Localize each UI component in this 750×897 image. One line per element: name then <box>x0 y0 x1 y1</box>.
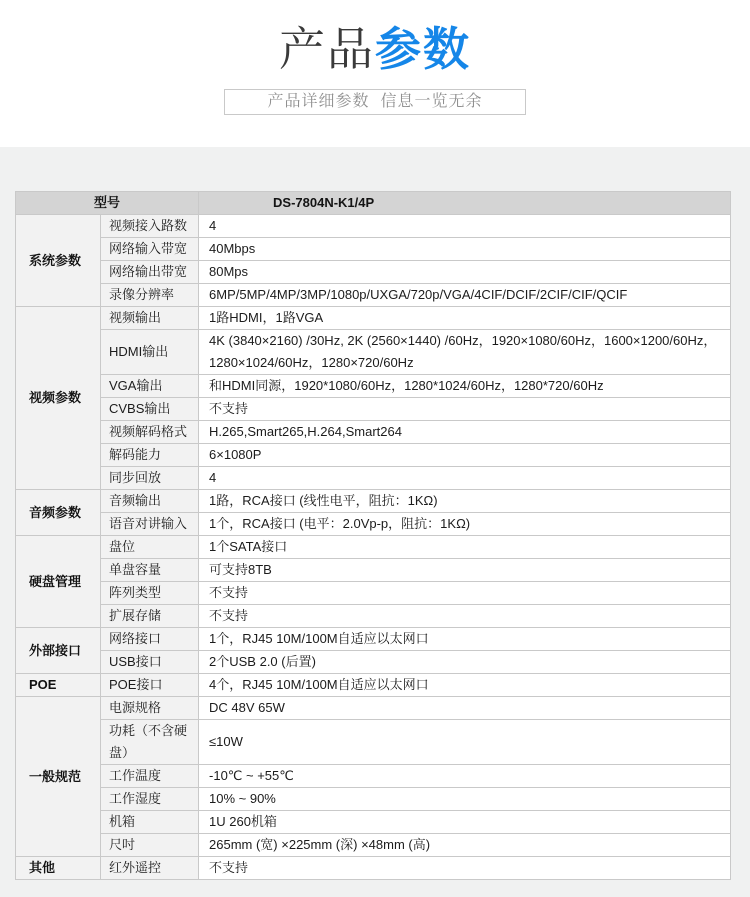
spec-row <box>16 697 731 720</box>
spec-label-cell: 音频输出 <box>101 490 199 513</box>
category-cell: 一般规范 <box>16 697 101 857</box>
spec-label-cell: 解码能力 <box>101 444 199 467</box>
spec-row <box>16 559 731 582</box>
spec-label-cell: 语音对讲输入 <box>101 513 199 536</box>
spec-label-cell: 单盘容量 <box>101 559 199 582</box>
spec-row <box>16 720 731 765</box>
category-cell: 硬盘管理 <box>16 536 101 628</box>
spec-label-cell: 工作温度 <box>101 765 199 788</box>
spec-row <box>16 330 731 375</box>
category-cell: 系统参数 <box>16 215 101 307</box>
spec-label-cell: 尺吋 <box>101 834 199 857</box>
spec-value-cell: 1个，RJ45 10M/100M自适应以太网口 <box>199 628 731 651</box>
spec-value-cell: 1个，RCA接口 (电平：2.0Vp-p，阻抗：1KΩ) <box>199 513 731 536</box>
spec-row <box>16 605 731 628</box>
spec-value-cell: 10% ~ 90% <box>199 788 731 811</box>
spec-row <box>16 238 731 261</box>
spec-label-cell: 盘位 <box>101 536 199 559</box>
spec-row <box>16 421 731 444</box>
page-title-black: 产品 <box>279 23 375 75</box>
spec-row <box>16 444 731 467</box>
spec-value-cell: 6×1080P <box>199 444 731 467</box>
spec-value-cell: 4 <box>199 215 731 238</box>
spec-row <box>16 811 731 834</box>
spec-value-cell: 80Mps <box>199 261 731 284</box>
spec-value-cell: 1路HDMI，1路VGA <box>199 307 731 330</box>
spec-row <box>16 674 731 697</box>
spec-label-cell: 同步回放 <box>101 467 199 490</box>
spec-row <box>16 261 731 284</box>
spec-row <box>16 582 731 605</box>
category-cell: 外部接口 <box>16 628 101 674</box>
spec-value-cell: DC 48V 65W <box>199 697 731 720</box>
spec-row <box>16 284 731 307</box>
spec-row <box>16 467 731 490</box>
spec-label-cell: 红外遥控 <box>101 857 199 880</box>
spec-value-cell: -10℃ ~ +55℃ <box>199 765 731 788</box>
spec-row <box>16 651 731 674</box>
spec-row <box>16 857 731 880</box>
spec-row <box>16 834 731 857</box>
category-cell: POE <box>16 674 101 697</box>
spec-label-cell: 工作湿度 <box>101 788 199 811</box>
spec-label-cell: HDMI输出 <box>101 330 199 375</box>
table-header-row <box>16 192 731 215</box>
spec-value-cell: 1路，RCA接口 (线性电平，阻抗：1KΩ) <box>199 490 731 513</box>
spec-label-cell: 视频输出 <box>101 307 199 330</box>
spec-table <box>15 191 731 880</box>
spec-row <box>16 788 731 811</box>
spec-label-cell: 机箱 <box>101 811 199 834</box>
spec-value-cell: 1U 260机箱 <box>199 811 731 834</box>
spec-row <box>16 375 731 398</box>
spec-value-cell: 不支持 <box>199 605 731 628</box>
spec-row <box>16 398 731 421</box>
spec-value-cell: 不支持 <box>199 398 731 421</box>
page-title-accent: 参数 <box>375 23 471 75</box>
spec-label-cell: 功耗（不含硬盘） <box>101 720 199 765</box>
spec-label-cell: 视频接入路数 <box>101 215 199 238</box>
spec-label-cell: 网络输入带宽 <box>101 238 199 261</box>
spec-value-cell: 4 <box>199 467 731 490</box>
spec-label-cell: USB接口 <box>101 651 199 674</box>
title-section <box>0 0 750 147</box>
category-cell: 视频参数 <box>16 307 101 490</box>
spec-row <box>16 536 731 559</box>
spec-value-cell: 不支持 <box>199 857 731 880</box>
spec-value-cell: H.265,Smart265,H.264,Smart264 <box>199 421 731 444</box>
spec-section <box>0 147 750 897</box>
spec-row <box>16 513 731 536</box>
category-cell: 音频参数 <box>16 490 101 536</box>
spec-label-cell: 网络输出带宽 <box>101 261 199 284</box>
spec-value-cell: 40Mbps <box>199 238 731 261</box>
spec-value-cell: 265mm (宽) ×225mm (深) ×48mm (高) <box>199 834 731 857</box>
spec-value-cell: 和HDMI同源，1920*1080/60Hz，1280*1024/60Hz，1280*720/60Hz <box>199 375 731 398</box>
spec-label-cell: POE接口 <box>101 674 199 697</box>
spec-value-cell: 不支持 <box>199 582 731 605</box>
page-title <box>0 0 750 73</box>
spec-value-cell: 4K (3840×2160) /30Hz, 2K (2560×1440) /60Hz，1920×1080/60Hz，1600×1200/60Hz，1280×1024/60Hz，1280×720/60Hz <box>199 330 731 375</box>
spec-label-cell: VGA输出 <box>101 375 199 398</box>
spec-row <box>16 307 731 330</box>
spec-row <box>16 628 731 651</box>
model-value-cell: DS-7804N-K1/4P <box>199 192 731 215</box>
spec-label-cell: 网络接口 <box>101 628 199 651</box>
spec-row <box>16 765 731 788</box>
category-cell: 其他 <box>16 857 101 880</box>
spec-label-cell: 阵列类型 <box>101 582 199 605</box>
spec-label-cell: CVBS输出 <box>101 398 199 421</box>
spec-value-cell: ≤10W <box>199 720 731 765</box>
spec-value-cell: 6MP/5MP/4MP/3MP/1080p/UXGA/720p/VGA/4CIF/DCIF/2CIF/CIF/QCIF <box>199 284 731 307</box>
model-label-cell: 型号 <box>16 192 199 215</box>
spec-value-cell: 可支持8TB <box>199 559 731 582</box>
spec-label-cell: 电源规格 <box>101 697 199 720</box>
spec-label-cell: 录像分辨率 <box>101 284 199 307</box>
spec-label-cell: 扩展存储 <box>101 605 199 628</box>
spec-label-cell: 视频解码格式 <box>101 421 199 444</box>
subtitle-box: 产品详细参数 信息一览无余 <box>224 89 526 115</box>
spec-value-cell: 2个USB 2.0 (后置) <box>199 651 731 674</box>
spec-row <box>16 215 731 238</box>
spec-value-cell: 1个SATA接口 <box>199 536 731 559</box>
spec-row <box>16 490 731 513</box>
spec-value-cell: 4个，RJ45 10M/100M自适应以太网口 <box>199 674 731 697</box>
